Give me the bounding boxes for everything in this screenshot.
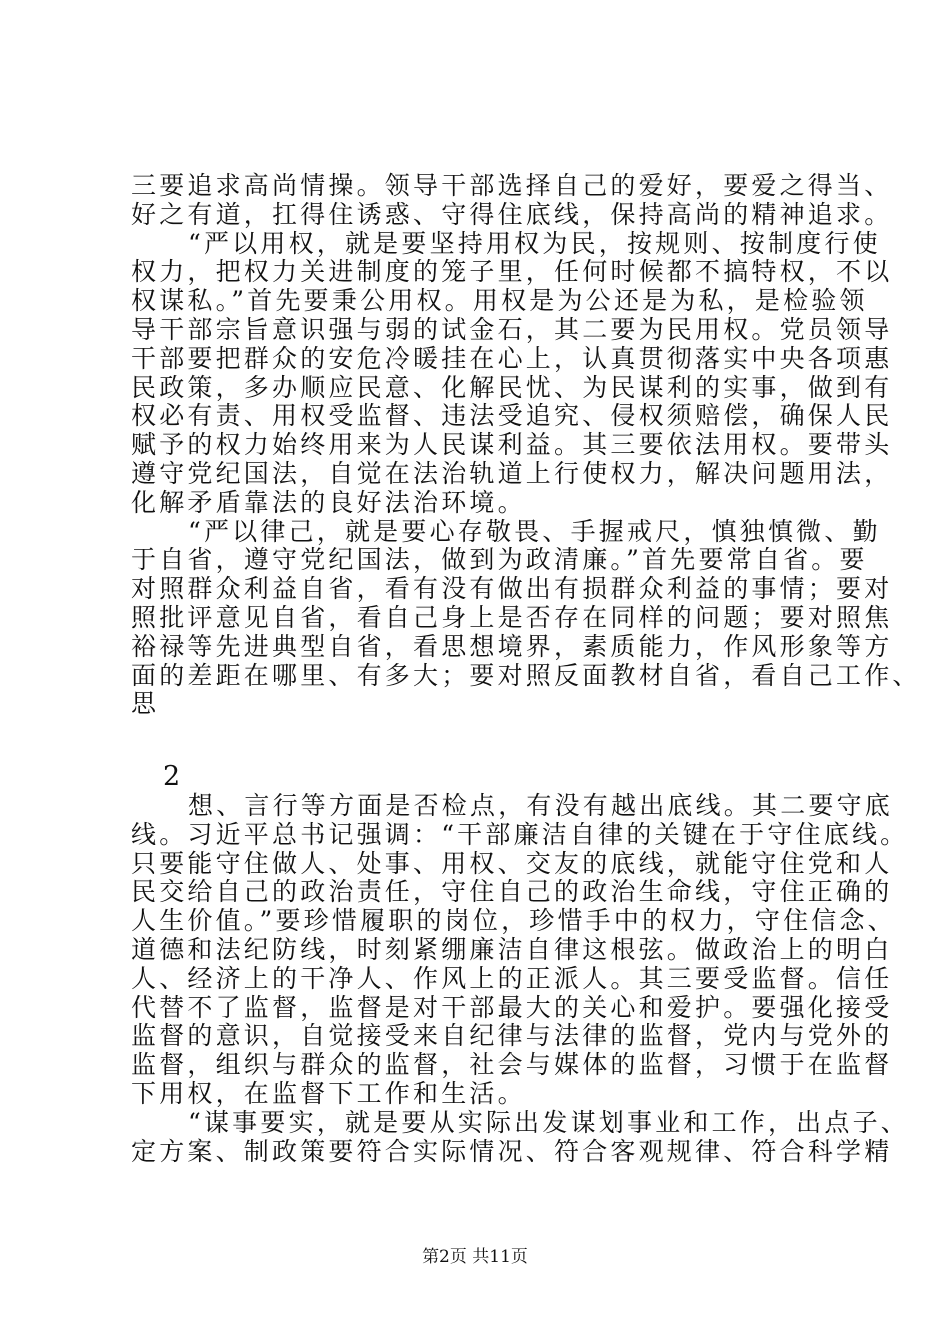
- text-line: 思: [131, 689, 160, 719]
- text-line: “严以用权，就是要坚持用权为民，按规则、按制度行使: [188, 228, 881, 258]
- text-line: 遵守党纪国法，自觉在法治轨道上行使权力，解决问题用法，: [131, 459, 893, 488]
- text-line: 面的差距在哪里、有多大；要对照反面教材自省，看自己工作、: [131, 660, 921, 690]
- text-line: 道德和法纪防线，时刻紧绷廉洁自律这根弦。做政治上的明白: [131, 935, 893, 964]
- text-line: 导干部宗旨意识强与弱的试金石，其二要为民用权。党员领导: [131, 315, 893, 344]
- text-line: 监督，组织与群众的监督，社会与媒体的监督，习惯于在监督: [131, 1050, 893, 1080]
- text-line: 监督的意识，自觉接受来自纪律与法律的监督，党内与党外的: [131, 1021, 893, 1051]
- text-line: 照批评意见自省，看自己身上是否存在同样的问题；要对照焦: [131, 603, 893, 632]
- text-line: 于自省，遵守党纪国法，做到为政清廉。”首先要常自省。要: [131, 545, 868, 575]
- text-line: 裕禄等先进典型自省，看思想境界，素质能力，作风形象等方: [131, 631, 893, 661]
- text-line: 民政策，多办顺应民意、化解民忧、为民谋利的实事，做到有: [131, 372, 893, 402]
- text-line: 民交给自己的政治责任，守住自己的政治生命线，守住正确的: [131, 877, 893, 907]
- text-line: “谋事要实，就是要从实际出发谋划事业和工作，出点子、: [188, 1107, 909, 1137]
- text-line: 线。习近平总书记强调：“干部廉洁自律的关键在于守住底线。: [131, 819, 909, 849]
- text-line: 代替不了监督，监督是对干部最大的关心和爱护。要强化接受: [131, 992, 893, 1022]
- text-line: 下用权，在监督下工作和生活。: [131, 1079, 526, 1108]
- text-line: 三要追求高尚情操。领导干部选择自己的爱好，要爱之得当、: [131, 171, 893, 200]
- text-line: 权谋私。”首先要秉公用权。用权是为公还是为私，是检验领: [131, 286, 868, 316]
- text-line: 只要能守住做人、处事、用权、交友的底线，就能守住党和人: [131, 848, 893, 878]
- text-line: 想、言行等方面是否检点，有没有越出底线。其二要守底: [188, 791, 894, 820]
- text-line: 权力，把权力关进制度的笼子里，任何时候都不搞特权，不以: [131, 257, 893, 287]
- page-footer: 第2页 共11页: [422, 1247, 528, 1267]
- text-line: 对照群众利益自省，看有没有做出有损群众利益的事情；要对: [131, 574, 893, 604]
- text-line: 化解矛盾靠法的良好法治环境。: [131, 487, 526, 517]
- text-line: 赋予的权力始终用来为人民谋利益。其三要依法用权。要带头: [131, 430, 893, 460]
- text-line: “严以律己，就是要心存敬畏、手握戒尺，慎独慎微、勤: [188, 516, 881, 546]
- text-line: 干部要把群众的安危冷暖挂在心上，认真贯彻落实中央各项惠: [131, 343, 893, 373]
- text-line: 人生价值。”要珍惜履职的岗位，珍惜手中的权力，守住信念、: [131, 906, 896, 936]
- text-line: 人、经济上的干净人、作风上的正派人。其三要受监督。信任: [131, 963, 893, 993]
- text-line: 好之有道，扛得住诱惑、守得住底线，保持高尚的精神追求。: [131, 199, 893, 229]
- inline-page-number: 2: [163, 761, 181, 792]
- text-line: 定方案、制政策要符合实际情况、符合客观规律、符合科学精: [131, 1136, 893, 1166]
- text-line: 权必有责、用权受监督、违法受追究、侵权须赔偿，确保人民: [131, 401, 893, 431]
